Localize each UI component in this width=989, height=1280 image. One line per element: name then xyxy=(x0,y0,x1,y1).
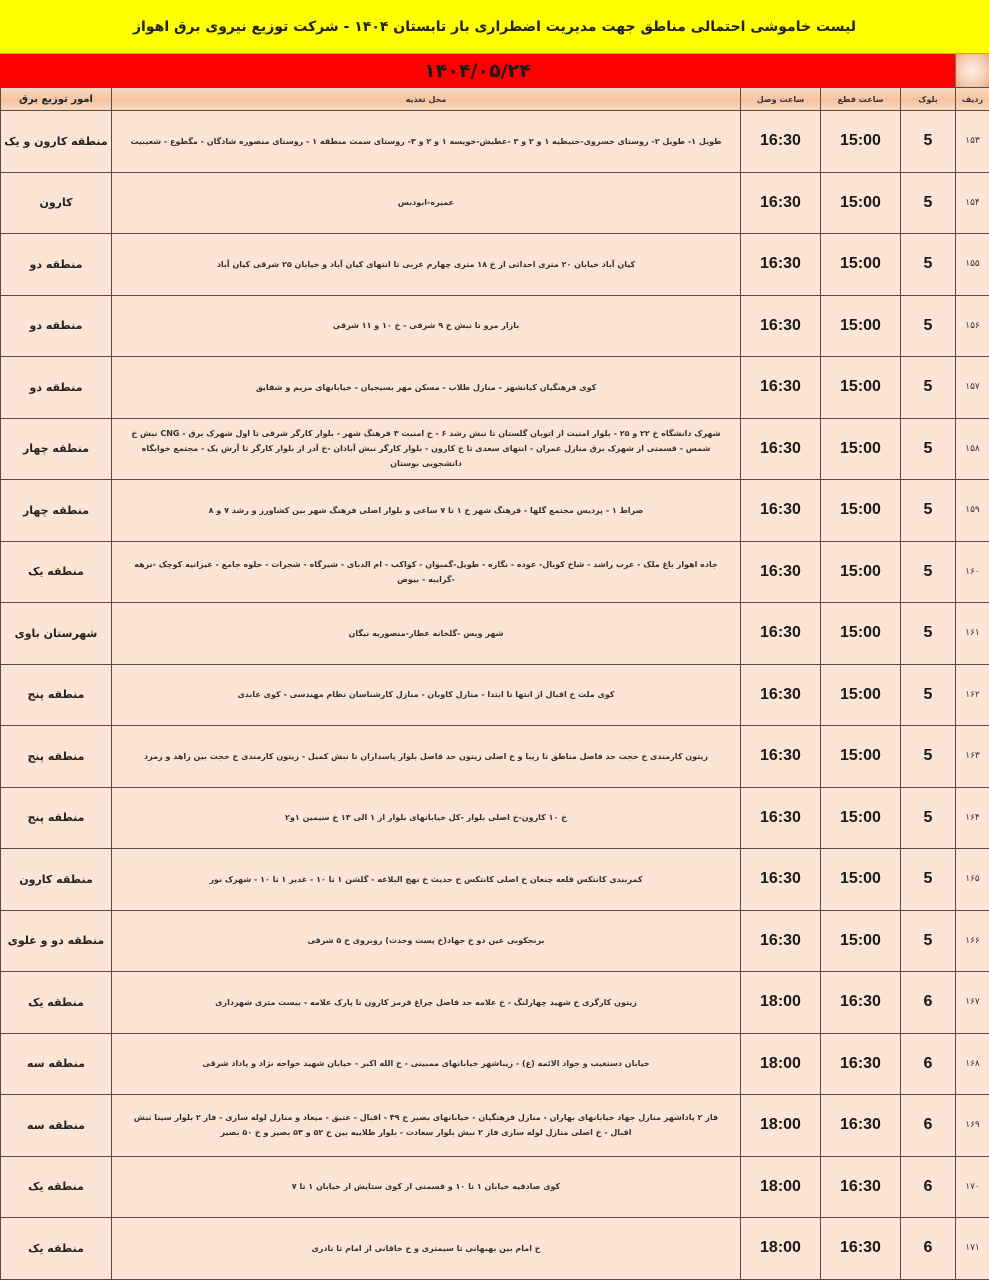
row-connect-time: 18:00 xyxy=(741,1095,821,1157)
table-row xyxy=(1,234,989,296)
row-number: ۱۶۵ xyxy=(956,849,989,911)
row-block: 5 xyxy=(901,234,956,296)
row-location: کوی فرهنگیان کیانشهر - منازل طلاب - مسکن مهر بسیجیان - خیابانهای مریم و شقایق xyxy=(112,357,741,419)
row-connect-time: 16:30 xyxy=(741,418,821,480)
row-cut-time: 15:00 xyxy=(821,541,901,603)
row-block: 5 xyxy=(901,603,956,665)
row-location: کیان آباد خیابان ۲۰ متری احداثی از خ ۱۸ متری چهارم غربی تا انتهای کیان آباد و خیابان ۲۵ شرقی کیان آباد xyxy=(112,234,741,296)
table-row xyxy=(1,910,989,972)
row-location: خ امام بین بهبهانی تا سیمتری و خ خاقانی از امام تا نادری xyxy=(112,1218,741,1280)
row-cut-time: 16:30 xyxy=(821,1033,901,1095)
table-row xyxy=(1,172,989,234)
col-header-block: بلوک xyxy=(901,88,956,111)
row-connect-time: 16:30 xyxy=(741,172,821,234)
row-block: 6 xyxy=(901,1156,956,1218)
table-row xyxy=(1,357,989,419)
row-block: 5 xyxy=(901,295,956,357)
row-number: ۱۶۱ xyxy=(956,603,989,665)
row-location: بازار مرو تا نبش خ ۹ شرقی - خ ۱۰ و ۱۱ شرقی xyxy=(112,295,741,357)
row-area: منطقه دو xyxy=(1,234,112,296)
row-connect-time: 16:30 xyxy=(741,480,821,542)
row-cut-time: 15:00 xyxy=(821,910,901,972)
row-connect-time: 16:30 xyxy=(741,849,821,911)
row-block: 5 xyxy=(901,541,956,603)
row-block: 6 xyxy=(901,1095,956,1157)
row-number: ۱۶۹ xyxy=(956,1095,989,1157)
outage-schedule-table xyxy=(0,87,989,1280)
row-cut-time: 16:30 xyxy=(821,972,901,1034)
row-number: ۱۵۴ xyxy=(956,172,989,234)
row-area: منطقه چهار xyxy=(1,480,112,542)
title-banner xyxy=(0,0,989,54)
table-row xyxy=(1,972,989,1034)
row-area: کارون xyxy=(1,172,112,234)
row-connect-time: 16:30 xyxy=(741,726,821,788)
row-area: منطقه کارون و یک xyxy=(1,111,112,173)
row-location: شهر ویس -گلخانه عطار-منصوریه نیگان xyxy=(112,603,741,665)
row-cut-time: 15:00 xyxy=(821,295,901,357)
row-block: 5 xyxy=(901,910,956,972)
row-cut-time: 16:30 xyxy=(821,1218,901,1280)
table-header-row xyxy=(1,88,989,111)
row-area: منطقه پنج xyxy=(1,664,112,726)
row-location: کوی صادقیه خیابان ۱ تا ۱۰ و قسمتی از کوی ستایش از خیابان ۱ تا ۷ xyxy=(112,1156,741,1218)
row-location: جاده اهواز باغ ملک - عرب راشد - شاخ کوبال- عوده - نگازه - طویل-گمبوان - کواکب - ام الدبای - شیرگاه - شجرات - حلوه جامع - غیزانیه کوچک -نزهه -گرایبه - بیوض xyxy=(112,541,741,603)
row-location: طویل ۱- طویل ۲- روستای خسروی-حنیطیه ۱ و ۲ و ۳ -عطیش-خویسه ۱ و ۲ و ۳- روستای سمت منطقه ۱ - روستای منصوره شادگان - مگطوع - شعیبیت xyxy=(112,111,741,173)
row-connect-time: 16:30 xyxy=(741,541,821,603)
table-row xyxy=(1,1033,989,1095)
row-number: ۱۵۷ xyxy=(956,357,989,419)
row-cut-time: 15:00 xyxy=(821,787,901,849)
row-connect-time: 18:00 xyxy=(741,1033,821,1095)
row-connect-time: 18:00 xyxy=(741,1218,821,1280)
row-number: ۱۶۴ xyxy=(956,787,989,849)
row-location: فاز ۲ پاداشهر منازل جهاد خیابانهای بهاران - منازل فرهنگیان - خیابانهای بصیر خ ۴۹ - اقبال - عتیق - میعاد و منازل لوله سازی - فاز ۲ بلوار سینا نبش اقبال - خ اصلی منازل لوله سازی فاز ۲ نبش بلوار سعادت - بلوار طلاییه بین خ ۵۲ و ۵۳ بصیر و خ ۵۰ بصیر xyxy=(112,1095,741,1157)
row-connect-time: 16:30 xyxy=(741,234,821,296)
row-connect-time: 18:00 xyxy=(741,972,821,1034)
row-area: منطقه پنج xyxy=(1,726,112,788)
table-row xyxy=(1,541,989,603)
col-header-row-no: ردیف xyxy=(956,88,989,111)
row-cut-time: 15:00 xyxy=(821,111,901,173)
row-area: منطقه پنج xyxy=(1,787,112,849)
row-area: منطقه دو xyxy=(1,295,112,357)
row-cut-time: 15:00 xyxy=(821,234,901,296)
row-connect-time: 16:30 xyxy=(741,111,821,173)
row-connect-time: 16:30 xyxy=(741,910,821,972)
row-location: صراط ۱ - پردیس مجتمع گلها - فرهنگ شهر خ ۱ تا ۷ ساعی و بلوار اصلی فرهنگ شهر بین کشاورز و رشد ۷ و ۸ xyxy=(112,480,741,542)
row-number: ۱۷۰ xyxy=(956,1156,989,1218)
row-number: ۱۷۱ xyxy=(956,1218,989,1280)
row-number: ۱۵۶ xyxy=(956,295,989,357)
row-cut-time: 15:00 xyxy=(821,849,901,911)
row-number: ۱۶۶ xyxy=(956,910,989,972)
row-location: زیتون کارگری خ شهید چهارلنگ - خ علامه حد فاصل چراغ قرمز کارون تا پارک علامه - بیست متری شهرداری xyxy=(112,972,741,1034)
row-number: ۱۵۹ xyxy=(956,480,989,542)
col-header-connect-time: ساعت وصل xyxy=(741,88,821,111)
row-area: منطقه کارون xyxy=(1,849,112,911)
row-area: منطقه دو و علوی xyxy=(1,910,112,972)
row-block: 5 xyxy=(901,357,956,419)
row-location: خیابان دستغیب و جواد الائمه (ع) - زیباشهر خیابانهای ممبینی - خ الله اکبر - خیابان شهید خواجه نژاد و پاداد شرقی xyxy=(112,1033,741,1095)
table-row xyxy=(1,418,989,480)
col-header-area: امور توزیع برق xyxy=(1,88,112,111)
row-block: 5 xyxy=(901,726,956,788)
row-cut-time: 15:00 xyxy=(821,726,901,788)
row-number: ۱۵۵ xyxy=(956,234,989,296)
page-title: لیست خاموشی احتمالی مناطق جهت مدیریت اضطراری بار تابستان ۱۴۰۴ - شرکت توزیع نیروی برق اهواز xyxy=(132,18,856,35)
row-block: 6 xyxy=(901,1033,956,1095)
schedule-date: ۱۴۰۴/۰۵/۲۴ xyxy=(424,59,531,82)
row-number: ۱۵۳ xyxy=(956,111,989,173)
row-location: شهرک دانشگاه خ ۲۲ و ۲۵ - بلوار امنیت از اتوبان گلستان تا نبش رشد ۶ - خ امنیت ۳ فرهنگ شهر - بلوار کارگر شرقی تا اول شهرک برق - CNG نبش خ شمس - قسمتی از شهرک برق منازل عمران - انتهای سعدی تا خ کارون - بلوار کارگر نبش آبادان -خ آذر از بلوار کارگر تا آرش یک - مجتمع خوابگاه دانشجویی بوستان xyxy=(112,418,741,480)
corner-cell xyxy=(955,54,989,87)
row-area: منطقه یک xyxy=(1,1156,112,1218)
row-connect-time: 16:30 xyxy=(741,357,821,419)
row-connect-time: 18:00 xyxy=(741,1156,821,1218)
row-area: منطقه سه xyxy=(1,1033,112,1095)
table-row xyxy=(1,1218,989,1280)
row-block: 5 xyxy=(901,418,956,480)
row-area: منطقه چهار xyxy=(1,418,112,480)
row-number: ۱۶۸ xyxy=(956,1033,989,1095)
row-area: شهرستان باوی xyxy=(1,603,112,665)
table-row xyxy=(1,603,989,665)
table-row xyxy=(1,295,989,357)
row-block: 6 xyxy=(901,972,956,1034)
row-cut-time: 15:00 xyxy=(821,357,901,419)
row-block: 5 xyxy=(901,664,956,726)
row-block: 5 xyxy=(901,480,956,542)
table-row xyxy=(1,480,989,542)
row-area: منطقه یک xyxy=(1,1218,112,1280)
row-cut-time: 15:00 xyxy=(821,664,901,726)
row-number: ۱۵۸ xyxy=(956,418,989,480)
row-location: خ ۱۰ کارون-خ اصلی بلوار -کل خیابانهای بلوار از ۱ الی ۱۳ خ سیمین ۱و۲ xyxy=(112,787,741,849)
row-location: برنجکوبی عین دو خ جهاد(خ پست وحدت) روبروی خ ۵ شرقی xyxy=(112,910,741,972)
row-connect-time: 16:30 xyxy=(741,295,821,357)
row-area: منطقه یک xyxy=(1,541,112,603)
row-block: 5 xyxy=(901,111,956,173)
row-connect-time: 16:30 xyxy=(741,787,821,849)
row-cut-time: 16:30 xyxy=(821,1095,901,1157)
row-location: عمیره-ابودبس xyxy=(112,172,741,234)
row-number: ۱۶۰ xyxy=(956,541,989,603)
row-location: زیتون کارمندی خ حجت حد فاصل مناطق تا زیبا و خ اصلی زیتون حد فاصل بلوار پاسداران تا نبش کمیل - زیتون کارمندی خ حجت بین زاهد و زمرد xyxy=(112,726,741,788)
row-block: 6 xyxy=(901,1218,956,1280)
row-block: 5 xyxy=(901,849,956,911)
row-connect-time: 16:30 xyxy=(741,603,821,665)
row-location: کمربندی کانتکس قلعه چنعان خ اصلی کانتکس خ حدیث خ نهج البلاغه - گلشن ۱ تا ۱۰ - غدیر ۱ تا ۱۰ - شهرک نور xyxy=(112,849,741,911)
table-row xyxy=(1,726,989,788)
row-cut-time: 15:00 xyxy=(821,603,901,665)
row-block: 5 xyxy=(901,787,956,849)
row-location: کوی ملت خ اقبال از انتها تا ابتدا - منازل کاویان - منازل کارشناسان نظام مهندسی - کوی عابدی xyxy=(112,664,741,726)
row-cut-time: 16:30 xyxy=(821,1156,901,1218)
col-header-cut-time: ساعت قطع xyxy=(821,88,901,111)
table-row xyxy=(1,111,989,173)
col-header-location: محل تغذیه xyxy=(112,88,741,111)
row-number: ۱۶۳ xyxy=(956,726,989,788)
row-cut-time: 15:00 xyxy=(821,480,901,542)
table-row xyxy=(1,787,989,849)
row-cut-time: 15:00 xyxy=(821,172,901,234)
row-connect-time: 16:30 xyxy=(741,664,821,726)
row-cut-time: 15:00 xyxy=(821,418,901,480)
row-number: ۱۶۲ xyxy=(956,664,989,726)
row-number: ۱۶۷ xyxy=(956,972,989,1034)
row-block: 5 xyxy=(901,172,956,234)
table-row xyxy=(1,1156,989,1218)
row-area: منطقه سه xyxy=(1,1095,112,1157)
row-area: منطقه دو xyxy=(1,357,112,419)
date-banner xyxy=(0,54,955,87)
table-row xyxy=(1,849,989,911)
table-row xyxy=(1,1095,989,1157)
table-row xyxy=(1,664,989,726)
row-area: منطقه یک xyxy=(1,972,112,1034)
